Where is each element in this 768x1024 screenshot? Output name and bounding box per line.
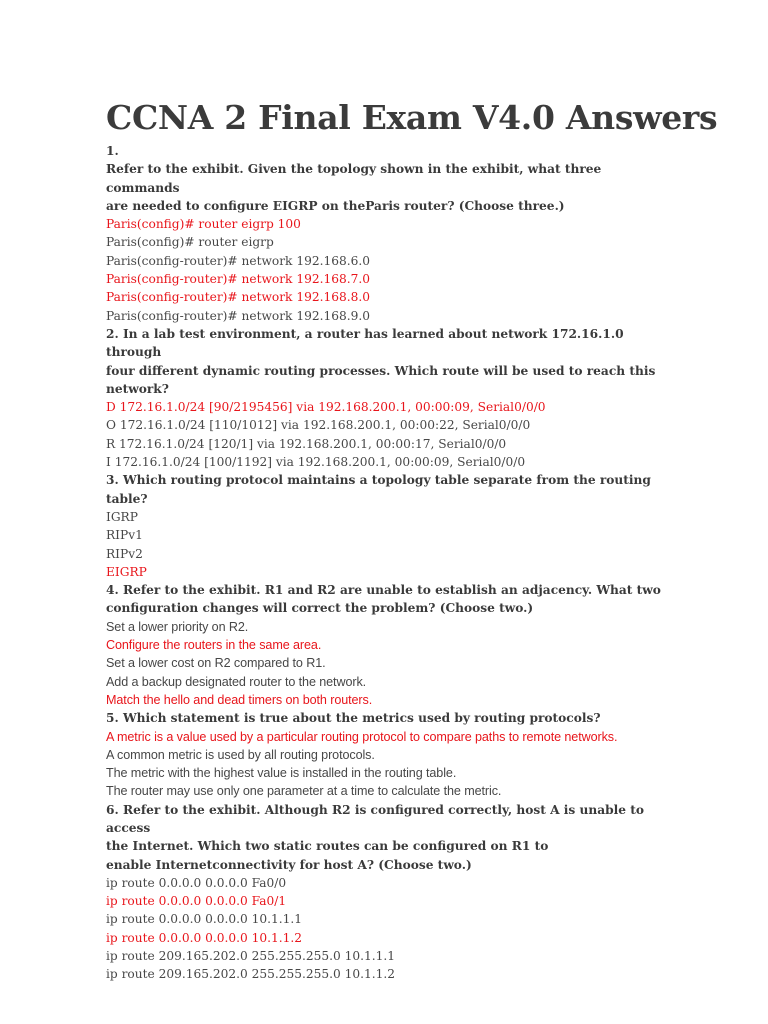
page-title: CCNA 2 Final Exam V4.0 Answers [106,98,718,137]
answer-option: Set a lower cost on R2 compared to R1. [106,656,326,671]
question-text: network? [106,381,169,396]
answer-option: R 172.16.1.0/24 [120/1] via 192.168.200.1, 00:00:17, Serial0/0/0 [106,436,507,451]
question-text: 4. Refer to the exhibit. R1 and R2 are unable to establish an adjacency. What two [106,583,661,598]
question-text: 1. [106,144,119,158]
answer-option: ip route 0.0.0.0 0.0.0.0 10.1.1.1 [106,912,302,927]
question-block [106,142,666,325]
correct-answer-option: Paris(config-router)# network 192.168.8.0 [106,290,370,305]
question-text: Refer to the exhibit. Given the topology shown in the exhibit, what three commands [106,162,602,195]
question-text: 5. Which statement is true about the metrics used by routing protocols? [106,711,601,726]
answer-option: IGRP [106,509,138,524]
correct-answer-option: Configure the routers in the same area. [106,638,322,653]
answer-option: Paris(config-router)# network 192.168.6.0 [106,253,370,268]
answer-option: A common metric is used by all routing protocols. [106,747,375,762]
answer-option: ip route 0.0.0.0 0.0.0.0 Fa0/0 [106,875,287,890]
question-text: 2. In a lab test environment, a router has learned about network 172.16.1.0 through [106,326,624,360]
answer-option: RIPv1 [106,528,143,543]
correct-answer-option: Paris(config)# router eigrp 100 [106,217,301,232]
answer-option: Add a backup designated router to the network. [106,674,367,689]
question-block [106,471,666,581]
answer-option: ip route 209.165.202.0 255.255.255.0 10.1.1.2 [106,967,396,982]
correct-answer-option: Paris(config-router)# network 192.168.7.0 [106,272,370,287]
question-list [106,142,666,984]
question-block [106,581,666,709]
question-block [106,801,666,984]
question-text: 3. Which routing protocol maintains a topology table separate from the routing table? [106,473,651,506]
answer-option: The metric with the highest value is installed in the routing table. [106,766,457,781]
correct-answer-option: Match the hello and dead timers on both routers. [106,692,373,707]
question-text: enable Internetconnectivity for host A? (Choose two.) [106,857,472,872]
correct-answer-option: ip route 0.0.0.0 0.0.0.0 Fa0/1 [106,894,287,909]
answer-option: O 172.16.1.0/24 [110/1012] via 192.168.200.1, 00:00:22, Serial0/0/0 [106,418,531,433]
question-block [106,709,666,800]
answer-option: ip route 209.165.202.0 255.255.255.0 10.1.1.1 [106,949,396,964]
answer-option: I 172.16.1.0/24 [100/1192] via 192.168.200.1, 00:00:09, Serial0/0/0 [106,455,526,470]
question-block [106,325,666,471]
answer-option: Set a lower priority on R2. [106,619,249,634]
question-text: 6. Refer to the exhibit. Although R2 is configured correctly, host A is unable to access [106,802,645,835]
question-text: the Internet. Which two static routes can be configured on R1 to [106,839,549,854]
correct-answer-option: ip route 0.0.0.0 0.0.0.0 10.1.1.2 [106,930,302,945]
correct-answer-option: D 172.16.1.0/24 [90/2195456] via 192.168.200.1, 00:00:09, Serial0/0/0 [106,400,546,415]
question-text: are needed to configure EIGRP on theParis router? (Choose three.) [106,198,565,213]
correct-answer-option: EIGRP [106,564,147,579]
answer-option: Paris(config)# router eigrp [106,235,274,250]
question-text: four different dynamic routing processes. Which route will be used to reach this [106,363,656,378]
answer-option: RIPv2 [106,546,143,561]
answer-option: The router may use only one parameter at a time to calculate the metric. [106,784,502,799]
question-text: configuration changes will correct the problem? (Choose two.) [106,601,534,616]
answer-option: Paris(config-router)# network 192.168.9.0 [106,308,370,323]
correct-answer-option: A metric is a value used by a particular routing protocol to compare paths to remote networks. [106,729,618,744]
